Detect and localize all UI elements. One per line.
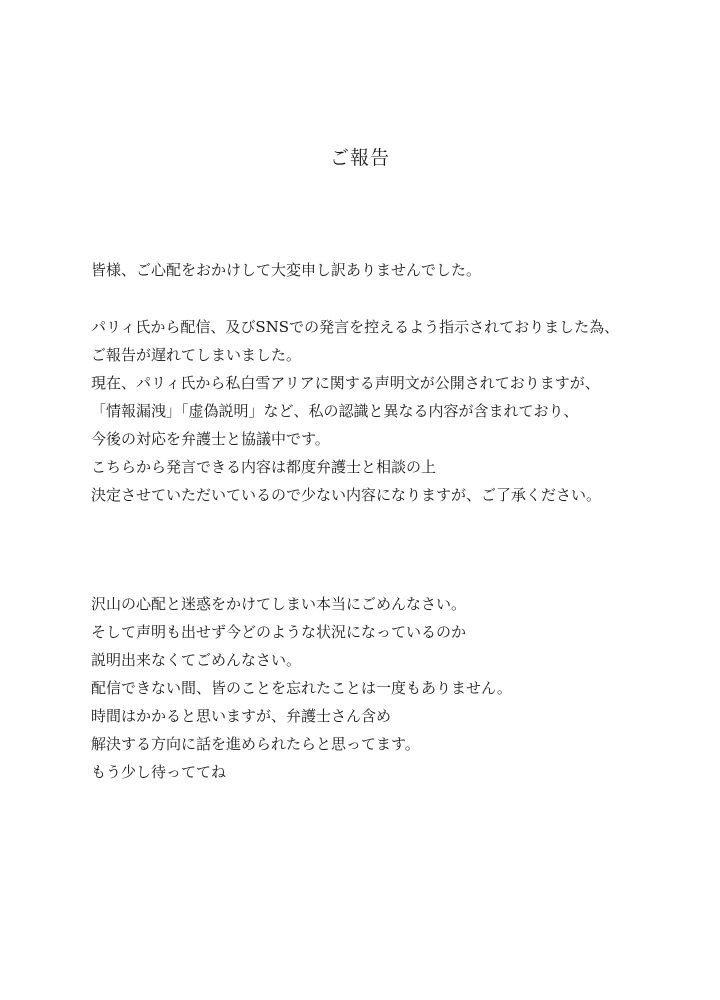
paragraph-situation bbox=[91, 313, 691, 509]
text-line: 皆様、ご心配をおかけして大変申し訳ありませんでした。 bbox=[91, 261, 482, 279]
text-line: 説明出来なくてごめんなさい。 bbox=[91, 651, 302, 669]
text-line: こちらから発言できる内容は都度弁護士と相談の上 bbox=[91, 458, 437, 476]
text-line: 「情報漏洩」「虚偽説明」など、私の認識と異なる内容が含まれており、 bbox=[91, 402, 579, 420]
text-line: 沢山の心配と迷惑をかけてしまい本当にごめんなさい。 bbox=[91, 595, 467, 613]
page-title: ご報告 bbox=[329, 147, 390, 169]
text-line: パリィ氏から配信、及びSNSでの発言を控えるよう指示されておりました為、 bbox=[91, 318, 620, 336]
text-line: もう少し待っててね bbox=[91, 763, 227, 781]
text-line: 解決する方向に話を進められたらと思ってます。 bbox=[91, 735, 420, 753]
text-line: 決定させていただいているので少ない内容になりますが、ご了承ください。 bbox=[91, 486, 602, 504]
text-line: ご報告が遅れてしまいました。 bbox=[91, 346, 302, 364]
paragraph-message bbox=[91, 590, 691, 786]
text-line: 現在、パリィ氏から私白雪アリアに関する声明文が公開されておりますが、 bbox=[91, 374, 600, 392]
paragraph-apology bbox=[91, 256, 691, 284]
text-line: そして声明も出せず今どのような状況になっているのか bbox=[91, 623, 467, 641]
text-line: 配信できない間、皆のことを忘れたことは一度もありません。 bbox=[91, 679, 512, 697]
text-line: 時間はかかると思いますが、弁護士さん含め bbox=[91, 707, 392, 725]
text-line: 今後の対応を弁護士と協議中です。 bbox=[91, 430, 330, 448]
